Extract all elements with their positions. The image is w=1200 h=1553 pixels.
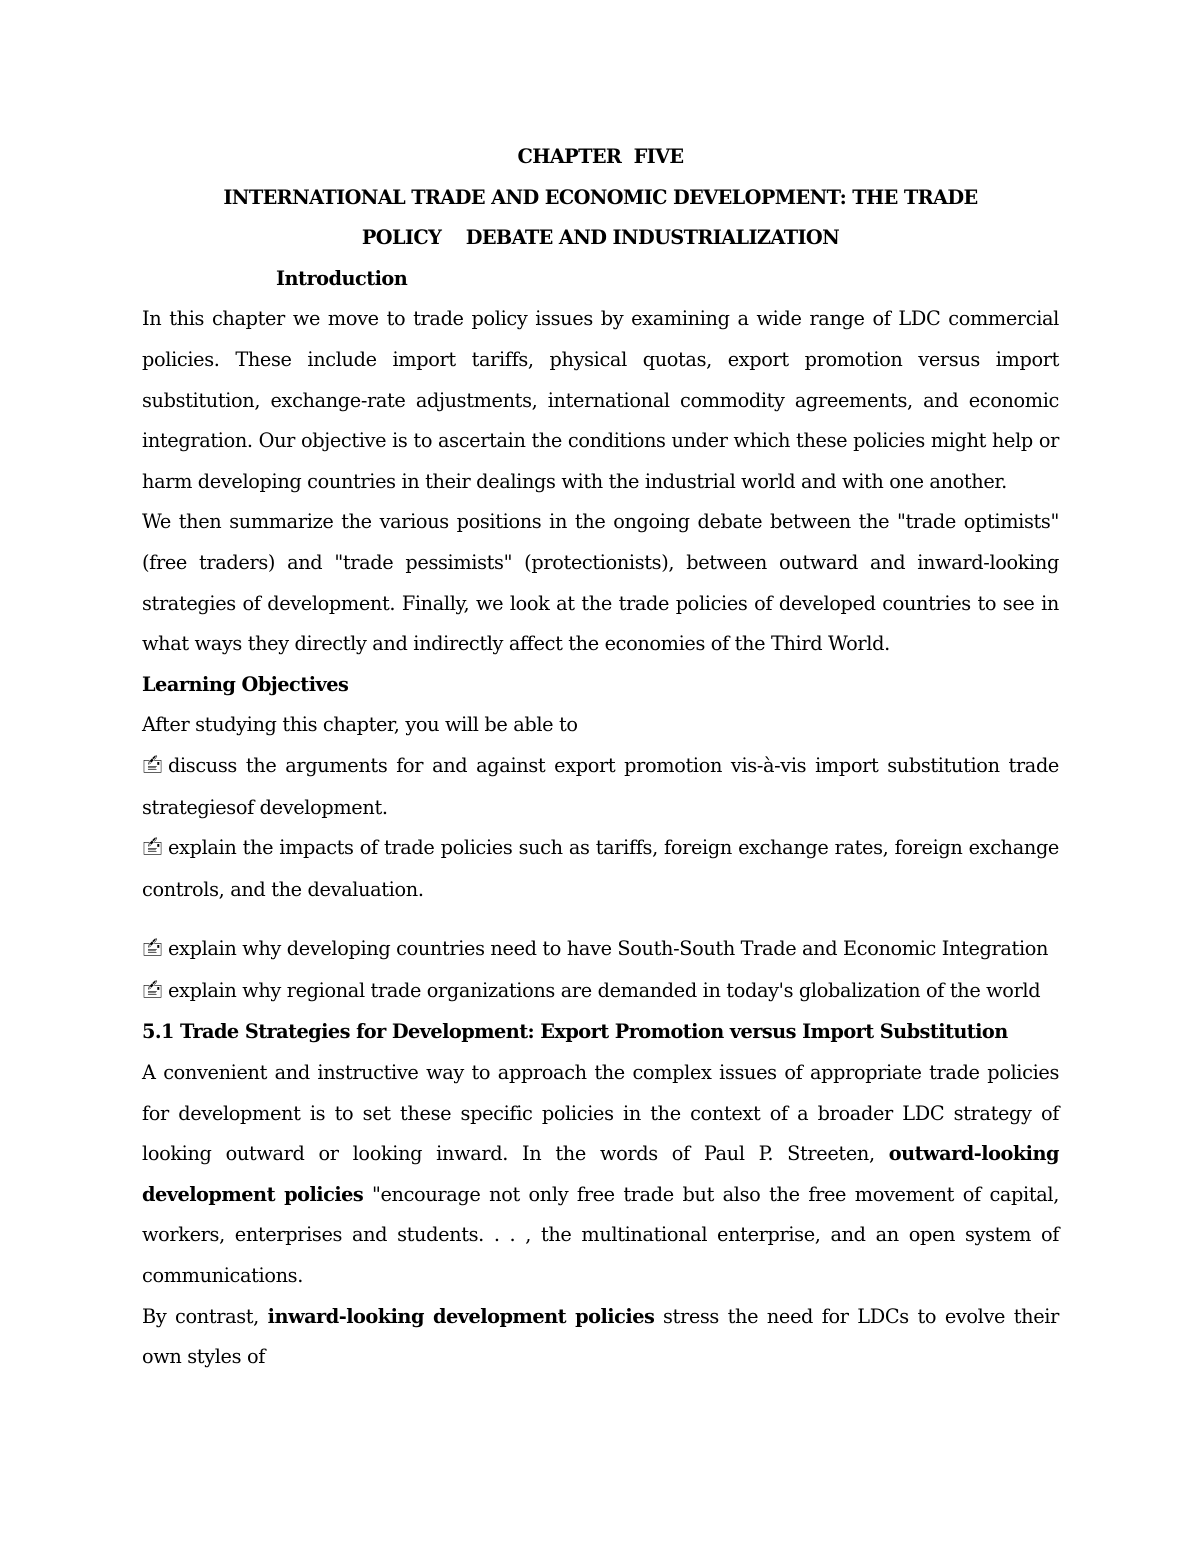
learning-objectives-intro: After studying this chapter, you will be able to (142, 713, 578, 737)
emphasis-term: outward-looking development policies (142, 1142, 1059, 1206)
objective-text: explain the impacts of trade policies such as tariffs, foreign exchange rates, foreign exchange controls, and the devaluation. (142, 836, 1059, 901)
introduction-paragraph-2: We then summarize the various positions in the ongoing debate between the "trade optimists" (free traders) and "trade pessimists" (protectionists), between outward and inward-looking strategies of development. Finally, we look at the trade policies of developed countries to see in what ways they directly and indirectly affect the economies of the Third World. (142, 510, 1059, 656)
paragraph-text: stress the need for LDCs to evolve their own styles of (142, 1304, 1059, 1369)
paragraph-text: By contrast, (142, 1304, 268, 1328)
objective-text: explain why developing countries need to have South-South Trade and Economic Integration (168, 937, 1049, 961)
objective-item (142, 929, 1059, 971)
section-5-1-heading: 5.1 Trade Strategies for Development: Export Promotion versus Import Substitution (142, 1020, 1008, 1044)
pointing-hand-icon: 🖆 (142, 939, 163, 961)
section-paragraph-1 (142, 1053, 1059, 1297)
objective-text: discuss the arguments for and against export promotion vis-à-vis import substitution trade strategiesof development. (142, 753, 1059, 819)
paragraph-text: "encourage not only free trade but also the free movement of capital, workers, enterprises and students. . . , the multinational enterprise, and an open system of communications. (142, 1182, 1059, 1288)
document-body (142, 137, 1059, 1378)
spacer (142, 910, 1059, 929)
emphasis-term: inward-looking development policies (267, 1304, 655, 1328)
chapter-title-line2: POLICY DEBATE AND INDUSTRIALIZATION (361, 226, 840, 250)
chapter-label: CHAPTER FIVE (517, 145, 684, 168)
introduction-paragraph-1: In this chapter we move to trade policy issues by examining a wide range of LDC commercial policies. These include import tariffs, physical quotas, export promotion versus import substitution, exchange-rate adjustments, international commodity agreements, and economic integration. Our objective is to ascertain the conditions under which these policies might help or harm developing countries in their dealings with the industrial world and with one another. (142, 307, 1059, 493)
pointing-hand-icon: 🖆 (142, 980, 163, 1002)
pointing-hand-icon: 🖆 (142, 838, 163, 860)
pointing-hand-icon: 🖆 (142, 755, 163, 777)
paragraph-text: A convenient and instructive way to approach the complex issues of appropriate trade policies for development is to set these specific policies in the context of a broader LDC strategy of looking outward or looking inward. In the words of Paul P. Streeten, (142, 1061, 1059, 1166)
objective-item (142, 828, 1059, 910)
objective-item (142, 971, 1059, 1013)
learning-objectives-heading: Learning Objectives (142, 672, 349, 696)
section-paragraph-2 (142, 1297, 1059, 1378)
objective-item (142, 746, 1059, 828)
objective-text: explain why regional trade organizations are demanded in today's globalization of the world (168, 978, 1041, 1002)
introduction-heading: Introduction (276, 266, 408, 290)
chapter-title-line1: INTERNATIONAL TRADE AND ECONOMIC DEVELOPMENT: THE TRADE (223, 185, 978, 209)
